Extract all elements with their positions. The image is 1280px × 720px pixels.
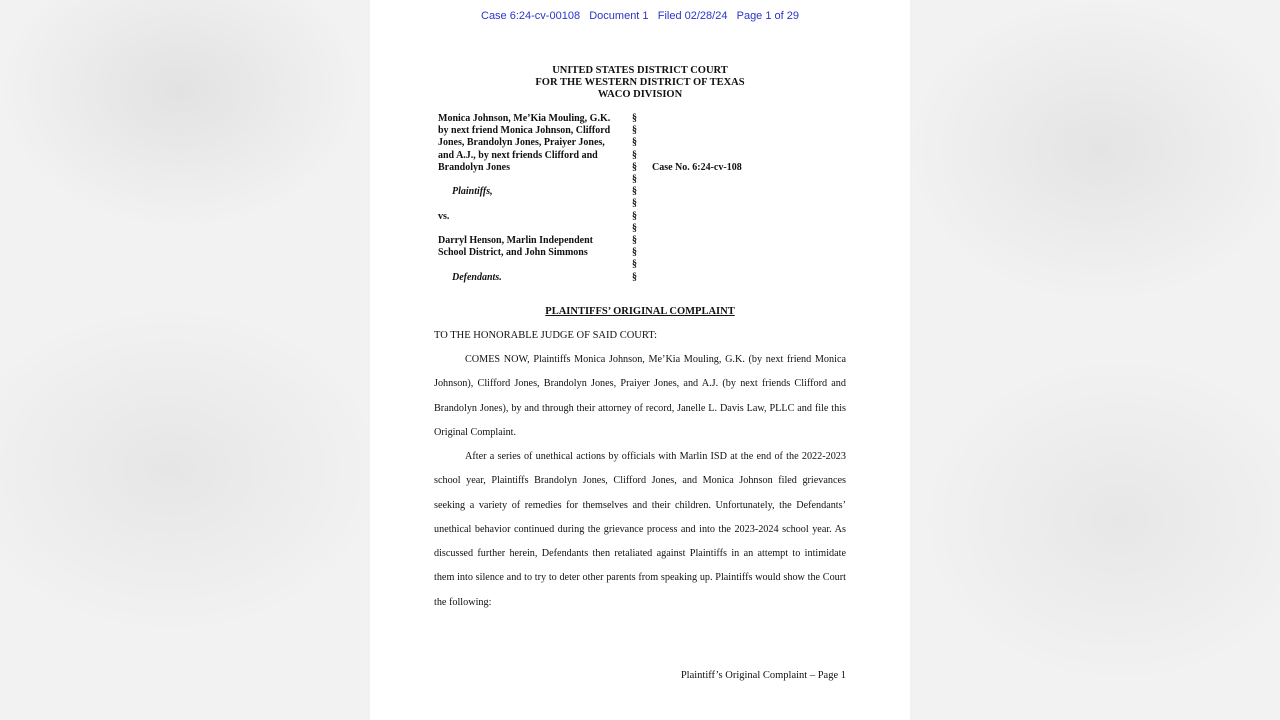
plaintiffs-label: Plaintiffs,	[452, 186, 493, 198]
section-symbol: §	[632, 174, 637, 186]
plaintiffs-names	[438, 113, 626, 174]
section-symbol: §	[632, 222, 637, 234]
stamp-document-number: Document 1	[589, 10, 649, 22]
stamp-filed-date: Filed 02/28/24	[657, 10, 728, 22]
plaintiffs-line: by next friend Monica Johnson, Clifford	[438, 125, 611, 137]
ecf-header-stamp	[370, 10, 910, 22]
section-symbol: §	[632, 186, 637, 198]
section-symbol: §	[632, 247, 637, 259]
section-symbol-column	[632, 113, 642, 284]
stamp-case-number: Case 6:24-cv-00108	[481, 10, 581, 22]
document-title: PLAINTIFFS’ ORIGINAL COMPLAINT	[545, 306, 735, 317]
caption-parties	[438, 113, 626, 284]
case-number: Case No. 6:24-cv-108	[652, 162, 742, 173]
body-paragraph: After a series of unethical actions by officials with Marlin ISD at the end of the 2022-2023 school year, Plaintiffs Brandolyn Jones, Clifford Jones, and Monica Johnson filed grievances seeking a variety of remedies for themselves and their children. Unfortunately, the Defendants’ unethical behavior continued during the grievance process and into the 2023-2024 school year. As discussed further herein, Defendants then retaliated against Plaintiffs in an attempt to intimidate them into silence and to try to deter other parents from speaking up. Plaintiffs would show the Court the following:	[434, 451, 846, 608]
section-symbol: §	[632, 259, 637, 271]
section-symbol: §	[632, 235, 637, 247]
section-symbol: §	[632, 198, 637, 210]
plaintiffs-line: Monica Johnson, Me’Kia Mouling, G.K.	[438, 113, 611, 124]
document-page	[370, 0, 910, 720]
stamp-page-count: Page 1 of 29	[736, 10, 799, 22]
versus-label: vs.	[438, 210, 450, 222]
plaintiffs-line: Brandolyn Jones	[438, 161, 510, 173]
court-heading-line: WACO DIVISION	[597, 89, 683, 100]
court-heading-line: FOR THE WESTERN DISTRICT OF TEXAS	[535, 77, 745, 88]
defendants-names	[438, 235, 626, 259]
body-paragraph: COMES NOW, Plaintiffs Monica Johnson, Me’Kia Mouling, G.K. (by next friend Monica Johnson), Clifford Jones, Brandolyn Jones, Praiyer Jones, and A.J. (by next friends Clifford and Brandolyn Jones), by and through their attorney of record, Janelle L. Davis Law, PLLC and file this Original Complaint.	[434, 354, 846, 438]
defendants-line: School District, and John Simmons	[438, 247, 588, 259]
plaintiffs-line: and A.J., by next friends Clifford and	[438, 149, 598, 161]
section-symbol: §	[632, 113, 637, 124]
plaintiffs-line: Jones, Brandolyn Jones, Praiyer Jones,	[438, 137, 605, 149]
court-heading-line: UNITED STATES DISTRICT COURT	[552, 65, 728, 76]
salutation: TO THE HONORABLE JUDGE OF SAID COURT:	[434, 330, 658, 341]
section-symbol: §	[632, 210, 637, 222]
section-symbol: §	[632, 271, 637, 283]
defendants-line: Darryl Henson, Marlin Independent	[438, 234, 594, 246]
section-symbol: §	[632, 149, 637, 161]
section-symbol: §	[632, 125, 637, 137]
case-caption	[438, 113, 858, 288]
section-symbol: §	[632, 137, 637, 149]
court-heading	[370, 65, 910, 101]
page-footer: Plaintiff’s Original Complaint – Page 1	[680, 670, 846, 681]
section-symbol: §	[632, 161, 637, 173]
defendants-label: Defendants.	[452, 271, 502, 283]
